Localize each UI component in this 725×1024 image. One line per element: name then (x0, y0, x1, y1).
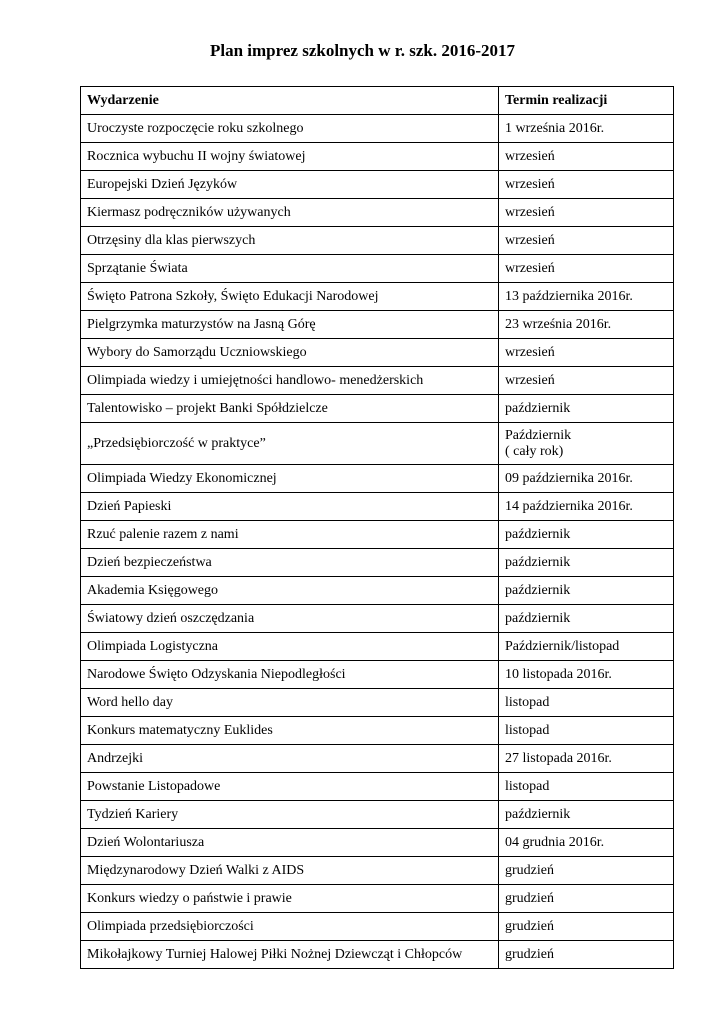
event-cell: Dzień Wolontariusza (81, 829, 499, 857)
event-cell: Powstanie Listopadowe (81, 773, 499, 801)
date-cell: listopad (499, 773, 674, 801)
table-row (81, 199, 674, 227)
table-row (81, 745, 674, 773)
table-row (81, 941, 674, 969)
table-row (81, 115, 674, 143)
date-line-note: ( cały rok) (505, 443, 564, 459)
date-cell: 23 września 2016r. (499, 311, 674, 339)
table-row (81, 885, 674, 913)
table-row (81, 857, 674, 885)
event-cell: Międzynarodowy Dzień Walki z AIDS (81, 857, 499, 885)
date-cell: październik (499, 605, 674, 633)
page-title: Plan imprez szkolnych w r. szk. 2016-2017 (209, 41, 516, 60)
date-cell (499, 423, 674, 465)
table-row (81, 143, 674, 171)
date-cell: 09 października 2016r. (499, 465, 674, 493)
table-row (81, 339, 674, 367)
date-cell: 27 listopada 2016r. (499, 745, 674, 773)
date-cell: wrzesień (499, 199, 674, 227)
event-cell: Święto Patrona Szkoły, Święto Edukacji Narodowej (81, 283, 499, 311)
table-row (81, 227, 674, 255)
table-row (81, 493, 674, 521)
date-cell: październik (499, 577, 674, 605)
date-cell: październik (499, 549, 674, 577)
table-row (81, 577, 674, 605)
event-cell: Mikołajkowy Turniej Halowej Piłki Nożnej Dziewcząt i Chłopców (81, 941, 499, 969)
event-cell: Światowy dzień oszczędzania (81, 605, 499, 633)
event-cell: Wybory do Samorządu Uczniowskiego (81, 339, 499, 367)
table-row (81, 801, 674, 829)
table-row (81, 717, 674, 745)
event-cell: Pielgrzymka maturzystów na Jasną Górę (81, 311, 499, 339)
table-row (81, 423, 674, 465)
date-cell: październik (499, 395, 674, 423)
table-row (81, 367, 674, 395)
date-cell: grudzień (499, 885, 674, 913)
table-row (81, 521, 674, 549)
date-cell: październik (499, 801, 674, 829)
table-row (81, 689, 674, 717)
date-cell: grudzień (499, 941, 674, 969)
date-cell: listopad (499, 689, 674, 717)
date-cell: wrzesień (499, 367, 674, 395)
event-cell: Europejski Dzień Języków (81, 171, 499, 199)
date-cell: grudzień (499, 913, 674, 941)
event-cell: Olimpiada Wiedzy Ekonomicznej (81, 465, 499, 493)
table-row (81, 171, 674, 199)
event-cell: Uroczyste rozpoczęcie roku szkolnego (81, 115, 499, 143)
date-cell: wrzesień (499, 143, 674, 171)
event-cell: Rzuć palenie razem z nami (81, 521, 499, 549)
event-cell: Sprzątanie Świata (81, 255, 499, 283)
date-line: Październik (505, 427, 572, 443)
table-row (81, 913, 674, 941)
date-cell: 04 grudnia 2016r. (499, 829, 674, 857)
table-row (81, 605, 674, 633)
date-cell: wrzesień (499, 171, 674, 199)
event-cell: Olimpiada wiedzy i umiejętności handlowo- menedżerskich (81, 367, 499, 395)
date-cell: 10 listopada 2016r. (499, 661, 674, 689)
table-row (81, 829, 674, 857)
event-cell: Konkurs wiedzy o państwie i prawie (81, 885, 499, 913)
event-cell: Dzień Papieski (81, 493, 499, 521)
date-cell: wrzesień (499, 339, 674, 367)
date-cell: 14 października 2016r. (499, 493, 674, 521)
event-cell: Konkurs matematyczny Euklides (81, 717, 499, 745)
event-cell: Kiermasz podręczników używanych (81, 199, 499, 227)
table-row (81, 465, 674, 493)
date-cell: Październik/listopad (499, 633, 674, 661)
table-row (81, 549, 674, 577)
table-header-row (81, 87, 674, 115)
date-cell: 13 października 2016r. (499, 283, 674, 311)
column-header-date: Termin realizacji (499, 87, 674, 115)
event-cell: Olimpiada Logistyczna (81, 633, 499, 661)
events-table (80, 86, 674, 969)
date-cell: grudzień (499, 857, 674, 885)
table-row (81, 773, 674, 801)
table-row (81, 395, 674, 423)
date-cell: wrzesień (499, 227, 674, 255)
event-cell: Otrzęsiny dla klas pierwszych (81, 227, 499, 255)
event-cell: Dzień bezpieczeństwa (81, 549, 499, 577)
date-cell: 1 września 2016r. (499, 115, 674, 143)
table-row (81, 661, 674, 689)
column-header-event: Wydarzenie (81, 87, 499, 115)
event-cell: Narodowe Święto Odzyskania Niepodległości (81, 661, 499, 689)
event-cell: Tydzień Kariery (81, 801, 499, 829)
event-cell: Rocznica wybuchu II wojny światowej (81, 143, 499, 171)
event-cell: Andrzejki (81, 745, 499, 773)
event-cell: Talentowisko – projekt Banki Spółdzielcze (81, 395, 499, 423)
date-cell: październik (499, 521, 674, 549)
table-row (81, 311, 674, 339)
table-row (81, 633, 674, 661)
date-cell: listopad (499, 717, 674, 745)
event-cell: Akademia Księgowego (81, 577, 499, 605)
event-cell: Word hello day (81, 689, 499, 717)
table-row (81, 255, 674, 283)
event-cell: Olimpiada przedsiębiorczości (81, 913, 499, 941)
table-row (81, 283, 674, 311)
event-cell: „Przedsiębiorczość w praktyce” (81, 423, 499, 465)
date-cell: wrzesień (499, 255, 674, 283)
